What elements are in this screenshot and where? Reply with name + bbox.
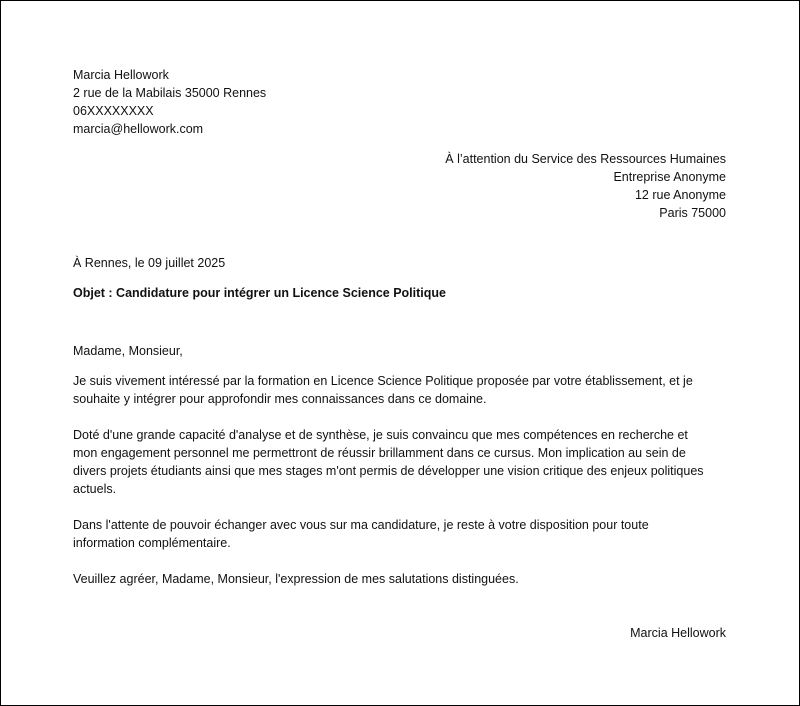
signature: Marcia Hellowork [630,626,726,640]
letter-salutation: Madame, Monsieur, [73,344,183,358]
sender-name: Marcia Hellowork [73,68,169,82]
body-paragraph-3 [73,516,733,552]
recipient-block [445,150,726,222]
paragraph-line: information complémentaire. [73,536,231,550]
paragraph-line: Je suis vivement intéressé par la formation en Licence Science Politique proposée par votre établissement, et je [73,374,693,388]
sender-email: marcia@hellowork.com [73,122,204,136]
letter-subject: Objet : Candidature pour intégrer un Licence Science Politique [73,286,446,300]
body-paragraph-2 [73,426,733,498]
paragraph-line: mon engagement personnel me permettront de réussir brillamment dans ce cursus. Mon implication au sein de [73,446,686,460]
paragraph-line: Veuillez agréer, Madame, Monsieur, l'expression de mes salutations distinguées. [73,572,519,586]
paragraph-line: actuels. [73,482,117,496]
body-paragraph-1 [73,372,733,408]
sender-address: 2 rue de la Mabilais 35000 Rennes [73,86,267,100]
recipient-company: Entreprise Anonyme [613,170,726,184]
recipient-city: Paris 75000 [659,206,726,220]
recipient-street: 12 rue Anonyme [634,188,726,202]
paragraph-line: Doté d'une grande capacité d'analyse et de synthèse, je suis convaincu que mes compétences en recherche et [73,428,688,442]
paragraph-line: divers projets étudiants ainsi que mes stages m'ont permis de développer une vision critique des enjeux politiques [73,464,704,478]
paragraph-line: Dans l'attente de pouvoir échanger avec vous sur ma candidature, je reste à votre disposition pour toute [73,518,649,532]
letter-date: À Rennes, le 09 juillet 2025 [73,256,226,270]
closing-paragraph [73,570,733,588]
sender-block [73,66,266,138]
sender-phone: 06XXXXXXXX [73,104,154,118]
recipient-attention: À l’attention du Service des Ressources Humaines [445,152,726,166]
paragraph-line: souhaite y intégrer pour approfondir mes connaissances dans ce domaine. [73,392,487,406]
